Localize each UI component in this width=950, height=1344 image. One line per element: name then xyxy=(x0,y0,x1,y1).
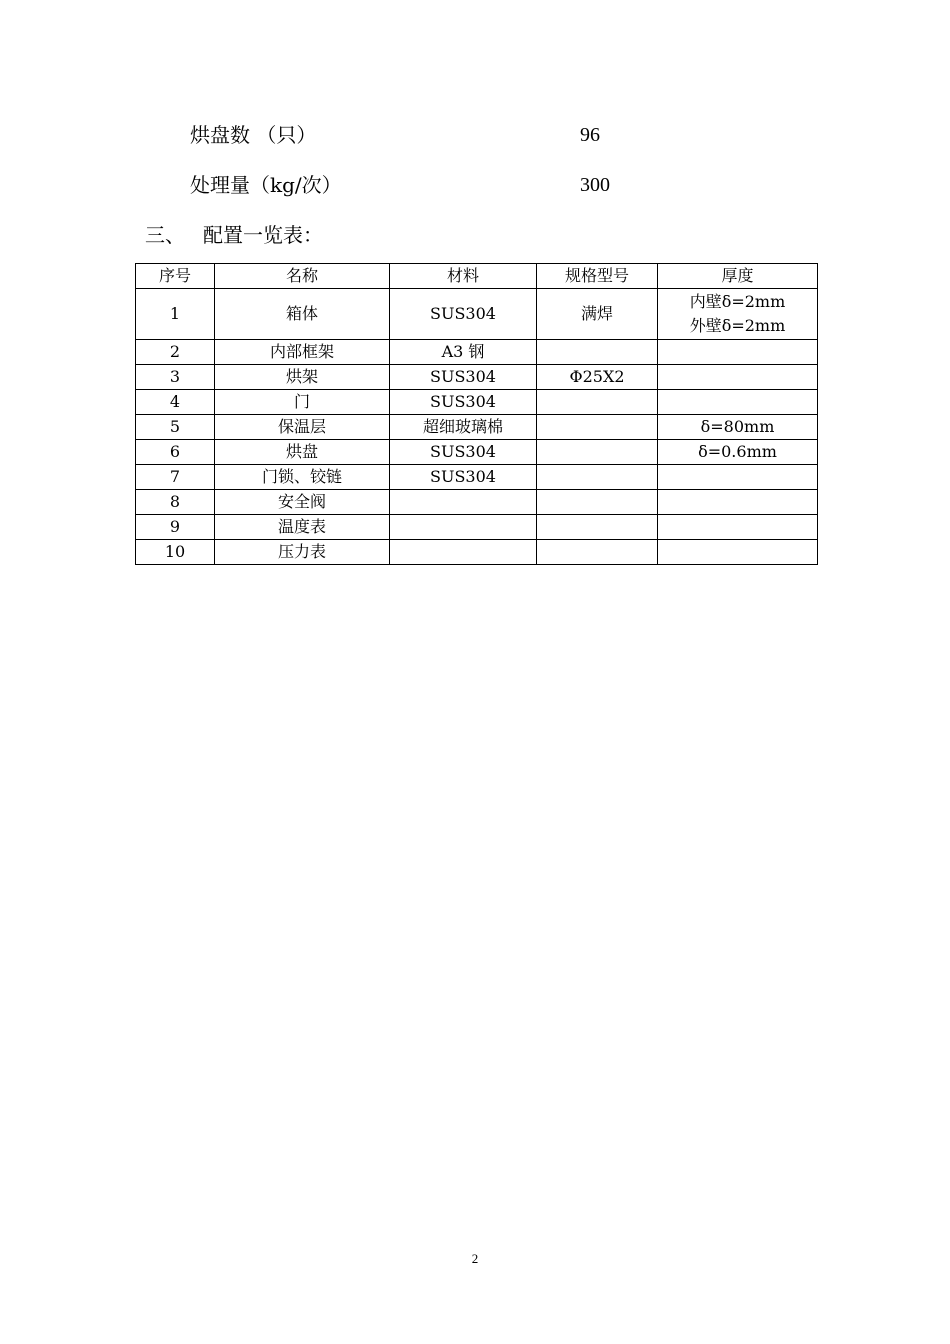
cell-spec: 满焊 xyxy=(537,289,658,340)
section-title: 配置一览表： xyxy=(203,223,323,247)
cell-material: A3 钢 xyxy=(390,340,537,365)
cell-name: 门 xyxy=(215,390,390,415)
cell-thickness xyxy=(658,490,818,515)
cell-no: 9 xyxy=(136,515,215,540)
cell-thickness: δ=0.6mm xyxy=(658,440,818,465)
table-row xyxy=(136,289,818,340)
cell-no: 8 xyxy=(136,490,215,515)
cell-no: 2 xyxy=(136,340,215,365)
page-number: 2 xyxy=(471,1251,479,1266)
cell-spec xyxy=(537,340,658,365)
spec-label: 烘盘数 （只） xyxy=(190,123,317,147)
cell-material xyxy=(390,540,537,565)
cell-thickness xyxy=(658,390,818,415)
table-row xyxy=(136,340,818,365)
table-row xyxy=(136,415,818,440)
cell-name: 温度表 xyxy=(215,515,390,540)
cell-material: SUS304 xyxy=(390,440,537,465)
cell-thickness xyxy=(658,289,818,340)
table-header-row xyxy=(136,264,818,289)
cell-material: 超细玻璃棉 xyxy=(390,415,537,440)
table-row xyxy=(136,440,818,465)
cell-spec xyxy=(537,515,658,540)
table-row xyxy=(136,365,818,390)
table-row xyxy=(136,540,818,565)
cell-name: 烘盘 xyxy=(215,440,390,465)
cell-name: 内部框架 xyxy=(215,340,390,365)
cell-name: 安全阀 xyxy=(215,490,390,515)
section-heading xyxy=(145,222,323,248)
cell-thickness xyxy=(658,515,818,540)
cell-spec xyxy=(537,465,658,490)
cell-no: 7 xyxy=(136,465,215,490)
cell-name: 门锁、铰链 xyxy=(215,465,390,490)
header-thickness: 厚度 xyxy=(658,264,818,289)
cell-material xyxy=(390,490,537,515)
cell-no: 3 xyxy=(136,365,215,390)
cell-material xyxy=(390,515,537,540)
table-row xyxy=(136,490,818,515)
thickness-inner-wall: 内壁δ=2mm xyxy=(689,292,786,311)
cell-thickness xyxy=(658,465,818,490)
cell-name: 压力表 xyxy=(215,540,390,565)
cell-name: 箱体 xyxy=(215,289,390,340)
cell-thickness xyxy=(658,540,818,565)
table-row xyxy=(136,465,818,490)
section-number: 三、 xyxy=(145,223,185,247)
cell-no: 6 xyxy=(136,440,215,465)
cell-no: 1 xyxy=(136,289,215,340)
cell-spec xyxy=(537,390,658,415)
thickness-outer-wall: 外壁δ=2mm xyxy=(689,316,786,335)
cell-material: SUS304 xyxy=(390,390,537,415)
cell-spec xyxy=(537,440,658,465)
cell-material: SUS304 xyxy=(390,465,537,490)
cell-no: 4 xyxy=(136,390,215,415)
table-row xyxy=(136,515,818,540)
cell-material: SUS304 xyxy=(390,289,537,340)
header-material: 材料 xyxy=(390,264,537,289)
spec-value: 96 xyxy=(580,124,600,146)
cell-thickness xyxy=(658,340,818,365)
cell-spec xyxy=(537,415,658,440)
cell-spec: Φ25X2 xyxy=(537,365,658,390)
spec-label: 处理量（kg/次） xyxy=(190,173,342,197)
cell-spec xyxy=(537,490,658,515)
header-name: 名称 xyxy=(215,264,390,289)
spec-value: 300 xyxy=(580,174,610,196)
config-table xyxy=(135,263,818,565)
table-row xyxy=(136,390,818,415)
cell-name: 保温层 xyxy=(215,415,390,440)
cell-spec xyxy=(537,540,658,565)
cell-thickness xyxy=(658,365,818,390)
cell-no: 5 xyxy=(136,415,215,440)
cell-material: SUS304 xyxy=(390,365,537,390)
cell-no: 10 xyxy=(136,540,215,565)
cell-thickness: δ=80mm xyxy=(658,415,818,440)
cell-name: 烘架 xyxy=(215,365,390,390)
header-spec: 规格型号 xyxy=(537,264,658,289)
header-no: 序号 xyxy=(136,264,215,289)
